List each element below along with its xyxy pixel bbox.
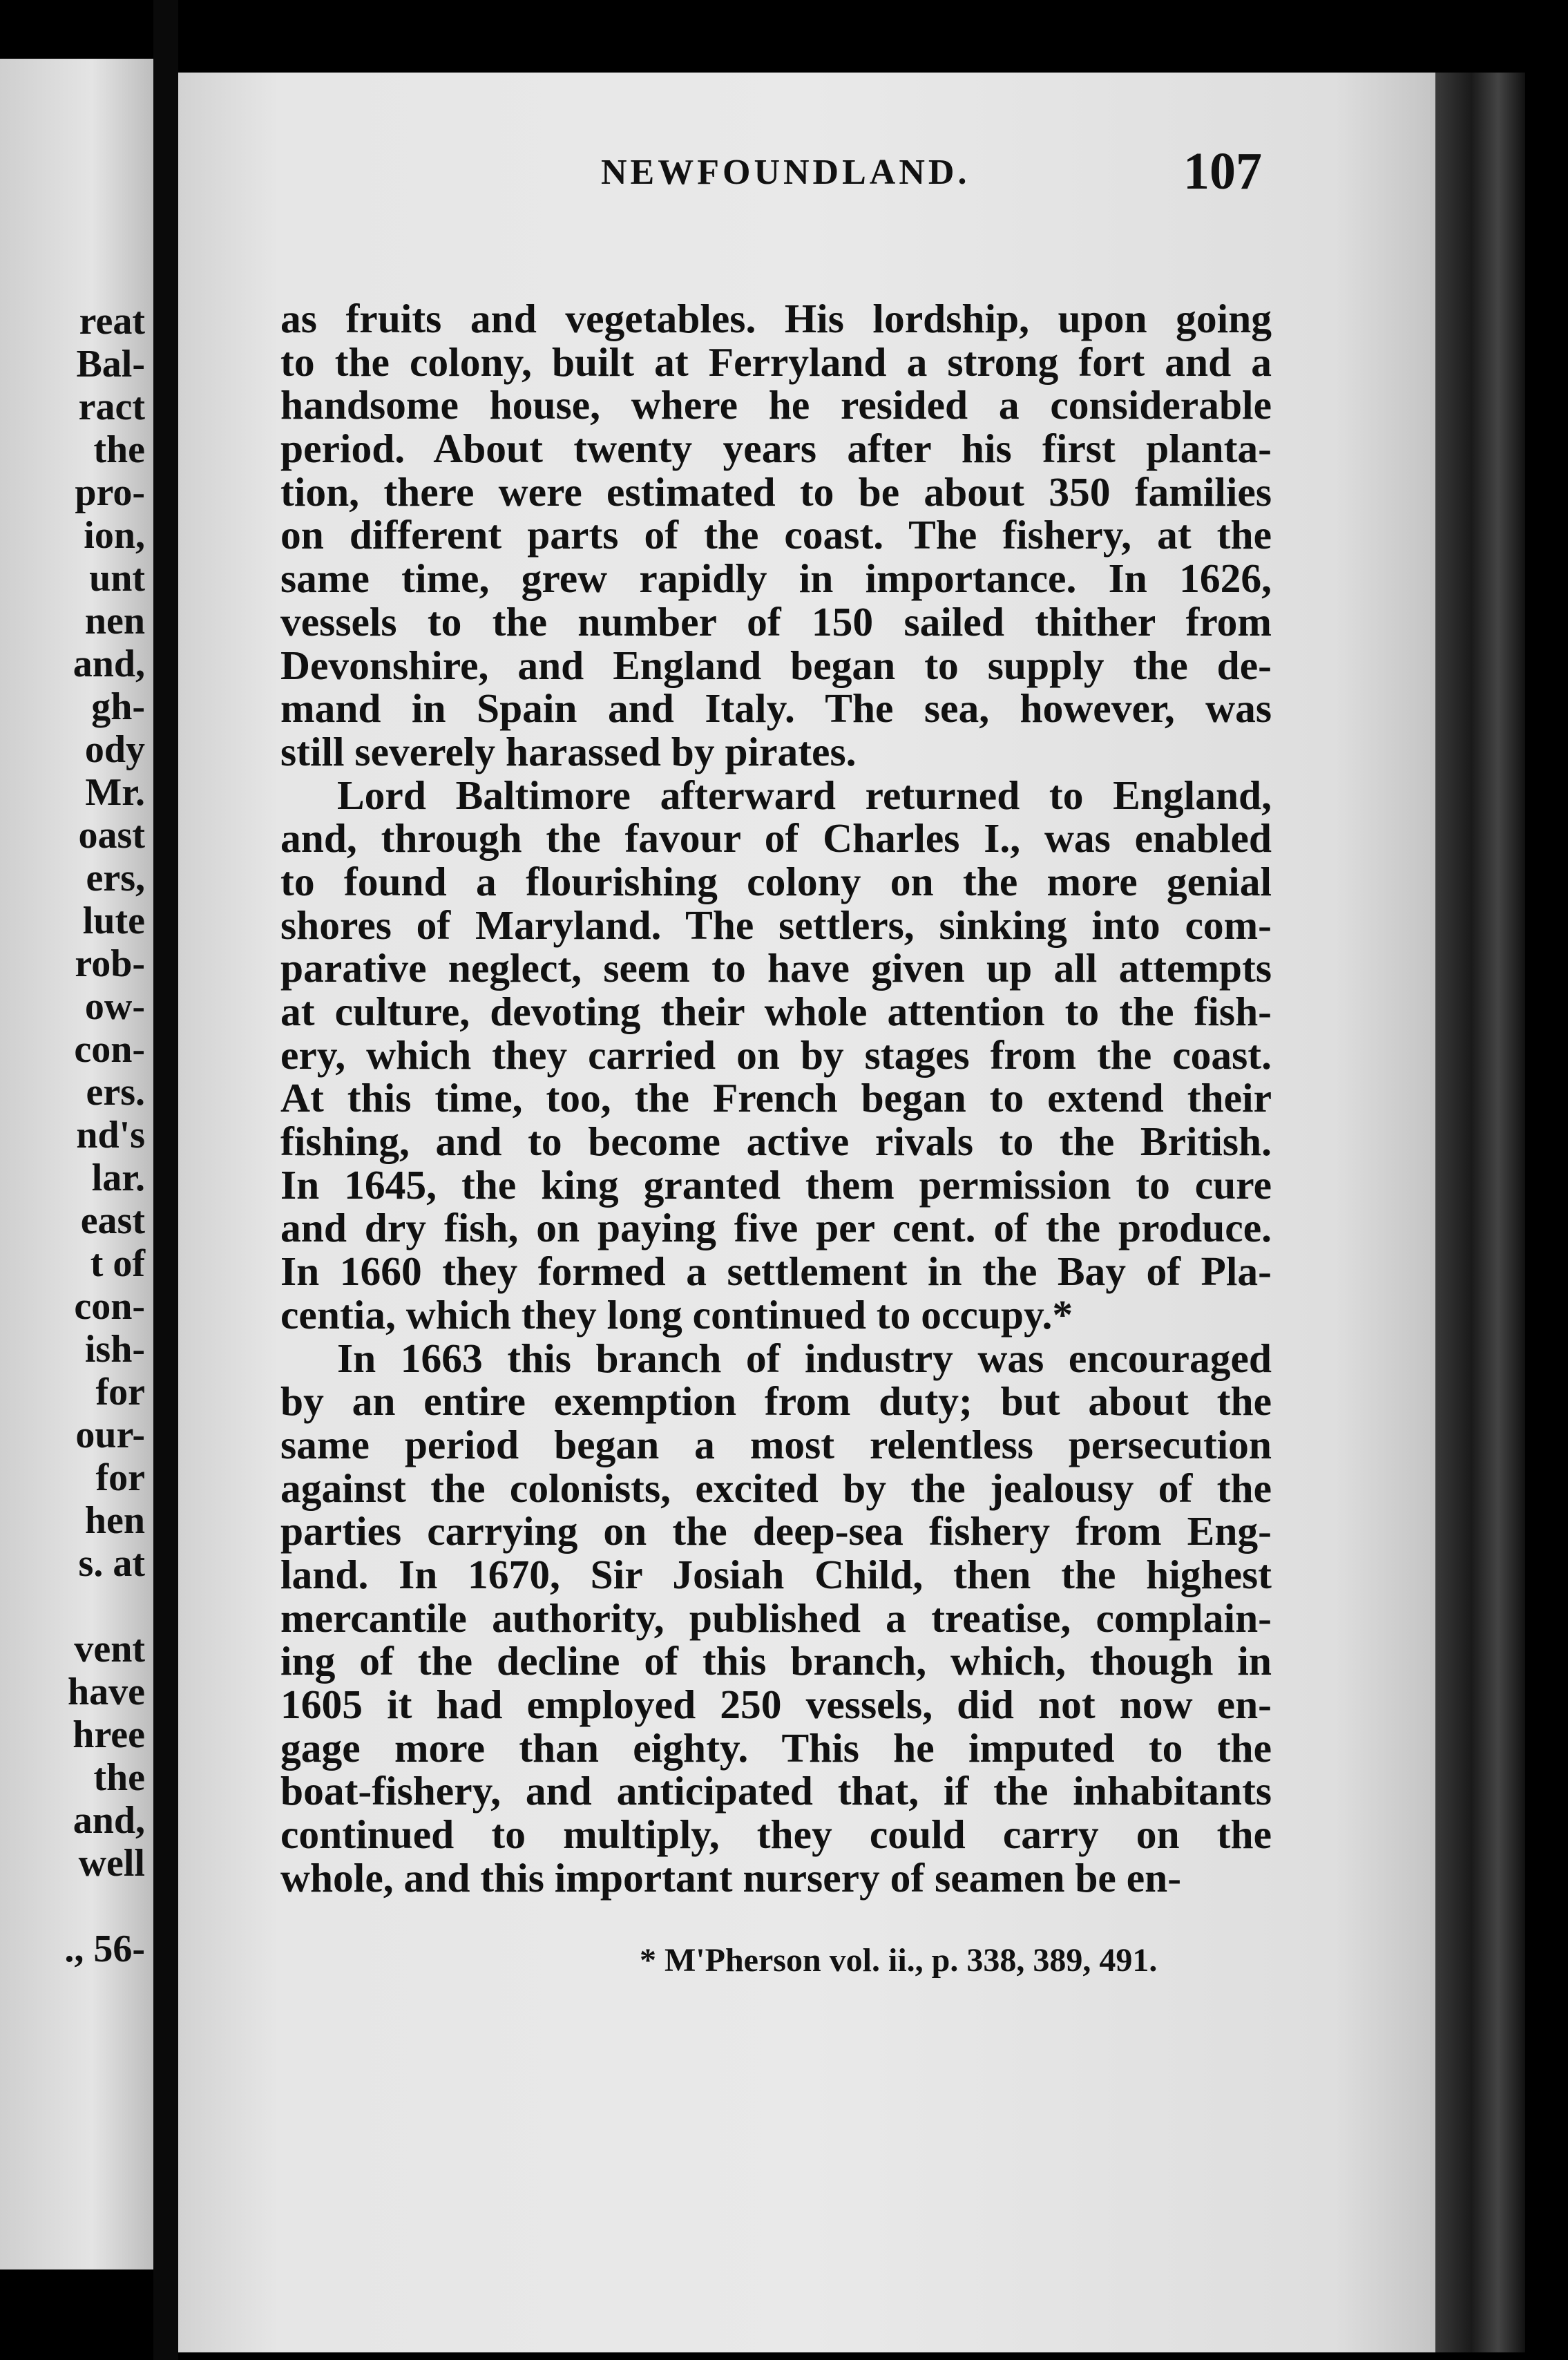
text-line: and, through the favour of Charles I., was enabled <box>280 815 1272 862</box>
text-line: handsome house, where he resided a considerable <box>280 382 1272 428</box>
text-line: parative neglect, seem to have given up all attempts <box>280 945 1272 991</box>
text-line: against the colonists, excited by the jealousy of the <box>280 1465 1272 1511</box>
left-page-text-fragment: our- <box>75 1414 145 1456</box>
left-page-text-fragment: and, <box>73 1799 145 1842</box>
left-page-text-fragment: lar. <box>91 1157 145 1199</box>
text-line: ery, which they carried on by stages from the coast. <box>280 1031 1272 1078</box>
left-page-text-fragment: ., 56- <box>64 1928 145 1970</box>
left-page-text-fragment: pro- <box>75 471 145 514</box>
text-line: vessels to the number of 150 sailed thither from <box>280 598 1272 645</box>
text-line: to found a flourishing colony on the more genial <box>280 858 1272 904</box>
left-page-text-fragment: con- <box>74 1285 145 1328</box>
left-page-text-fragment: for <box>95 1371 145 1414</box>
text-line: boat-fishery, and anticipated that, if the inhabitants <box>280 1768 1272 1814</box>
left-page-text-fragment: unt <box>89 557 145 600</box>
left-page-text-fragment: hree <box>73 1713 145 1756</box>
text-line: continued to multiply, they could carry on the <box>280 1811 1272 1858</box>
left-page-text-fragment: have <box>68 1671 145 1713</box>
text-line: In 1663 this branch of industry was encouraged <box>337 1335 1272 1381</box>
text-line: same time, grew rapidly in importance. In 1626, <box>280 555 1272 602</box>
text-line: by an entire exemption from duty; but about the <box>280 1378 1272 1425</box>
text-line: to the colony, built at Ferryland a strong fort and a <box>280 339 1272 385</box>
left-page-text-fragment: ion, <box>84 514 145 557</box>
text-line: whole, and this important nursery of seamen be en- <box>280 1854 1182 1901</box>
text-line: Lord Baltimore afterward returned to England, <box>337 772 1272 818</box>
left-page-text-fragment: nen <box>84 600 145 643</box>
left-page-text-fragment: nd's <box>76 1114 145 1157</box>
page-number: 107 <box>1183 142 1262 200</box>
text-line: period. About twenty years after his first planta- <box>280 426 1272 472</box>
left-page-text-fragment: ract <box>78 386 145 428</box>
page <box>178 73 1435 2352</box>
text-line: still severely harassed by pirates. <box>280 728 857 774</box>
left-page-text-fragment: ody <box>84 728 145 771</box>
left-page-text-fragment: oast <box>78 814 145 857</box>
text-line: parties carrying on the deep-sea fishery from Eng- <box>280 1508 1272 1554</box>
left-page-text-fragment: the <box>93 428 145 471</box>
left-page-text-fragment: Bal- <box>76 343 145 386</box>
text-line: land. In 1670, Sir Josiah Child, then the highest <box>280 1551 1272 1597</box>
left-page-text-fragment: ers, <box>86 857 145 900</box>
left-page-text-fragment: east <box>80 1199 145 1242</box>
text-line: fishing, and to become active rivals to the British. <box>280 1119 1272 1165</box>
page-edge <box>1435 73 1525 2352</box>
text-line: mand in Spain and Italy. The sea, however, was <box>280 685 1272 732</box>
text-line: and dry fish, on paying five per cent. of the produce. <box>280 1205 1272 1251</box>
left-page-text-fragment: for <box>95 1456 145 1499</box>
left-page-text-fragment: ers. <box>86 1071 145 1114</box>
text-line: at culture, devoting their whole attention to the fish- <box>280 989 1272 1034</box>
left-page-text-fragment: t of <box>90 1242 145 1285</box>
text-line: ing of the decline of this branch, which, though in <box>280 1638 1272 1684</box>
text-line: In 1645, the king granted them permission to cure <box>280 1161 1272 1208</box>
footnote: * M'Pherson vol. ii., p. 338, 389, 491. <box>640 1942 1158 1979</box>
left-page-text-fragment: Mr. <box>85 771 145 814</box>
left-page-text-fragment: well <box>78 1842 145 1885</box>
text-line: 1605 it had employed 250 vessels, did not now en- <box>280 1682 1272 1727</box>
body-text <box>280 297 1272 1899</box>
left-page-fragment <box>0 59 153 2269</box>
text-line: Devonshire, and England began to supply the de- <box>280 642 1272 688</box>
text-line: gage more than eighty. This he imputed to the <box>280 1724 1272 1771</box>
text-line: as fruits and vegetables. His lordship, upon going <box>280 296 1272 341</box>
left-page-text-fragment: and, <box>73 643 145 685</box>
text-line: shores of Maryland. The settlers, sinking into com- <box>280 902 1272 948</box>
text-line: centia, which they long continued to occupy.* <box>280 1291 1073 1338</box>
left-page-text-fragment: the <box>93 1756 145 1799</box>
book-gutter <box>153 0 178 2360</box>
text-line: on different parts of the coast. The fishery, at the <box>280 512 1272 558</box>
text-line: mercantile authority, published a treatise, complain- <box>280 1595 1272 1641</box>
left-page-text-fragment: con- <box>74 1028 145 1071</box>
left-page-text-fragment: ish- <box>84 1328 145 1371</box>
left-page-text-fragment: lute <box>82 900 145 942</box>
left-page-text-fragment: vent <box>74 1628 145 1671</box>
text-line: tion, there were estimated to be about 350 families <box>280 468 1272 515</box>
left-page-text-fragment: ow- <box>84 985 145 1028</box>
text-line: same period began a most relentless persecution <box>280 1421 1272 1467</box>
left-page-text-fragment: s. at <box>78 1542 145 1585</box>
text-line: At this time, too, the French began to extend their <box>280 1075 1272 1121</box>
left-page-text-fragment: hen <box>84 1499 145 1542</box>
running-head-title: NEWFOUNDLAND. <box>601 153 971 192</box>
left-page-text-fragment: reat <box>79 300 145 343</box>
text-line: In 1660 they formed a settlement in the Bay of Pla- <box>280 1248 1272 1295</box>
left-page-text-fragment: rob- <box>75 942 145 985</box>
left-page-text-fragment: gh- <box>91 685 145 728</box>
